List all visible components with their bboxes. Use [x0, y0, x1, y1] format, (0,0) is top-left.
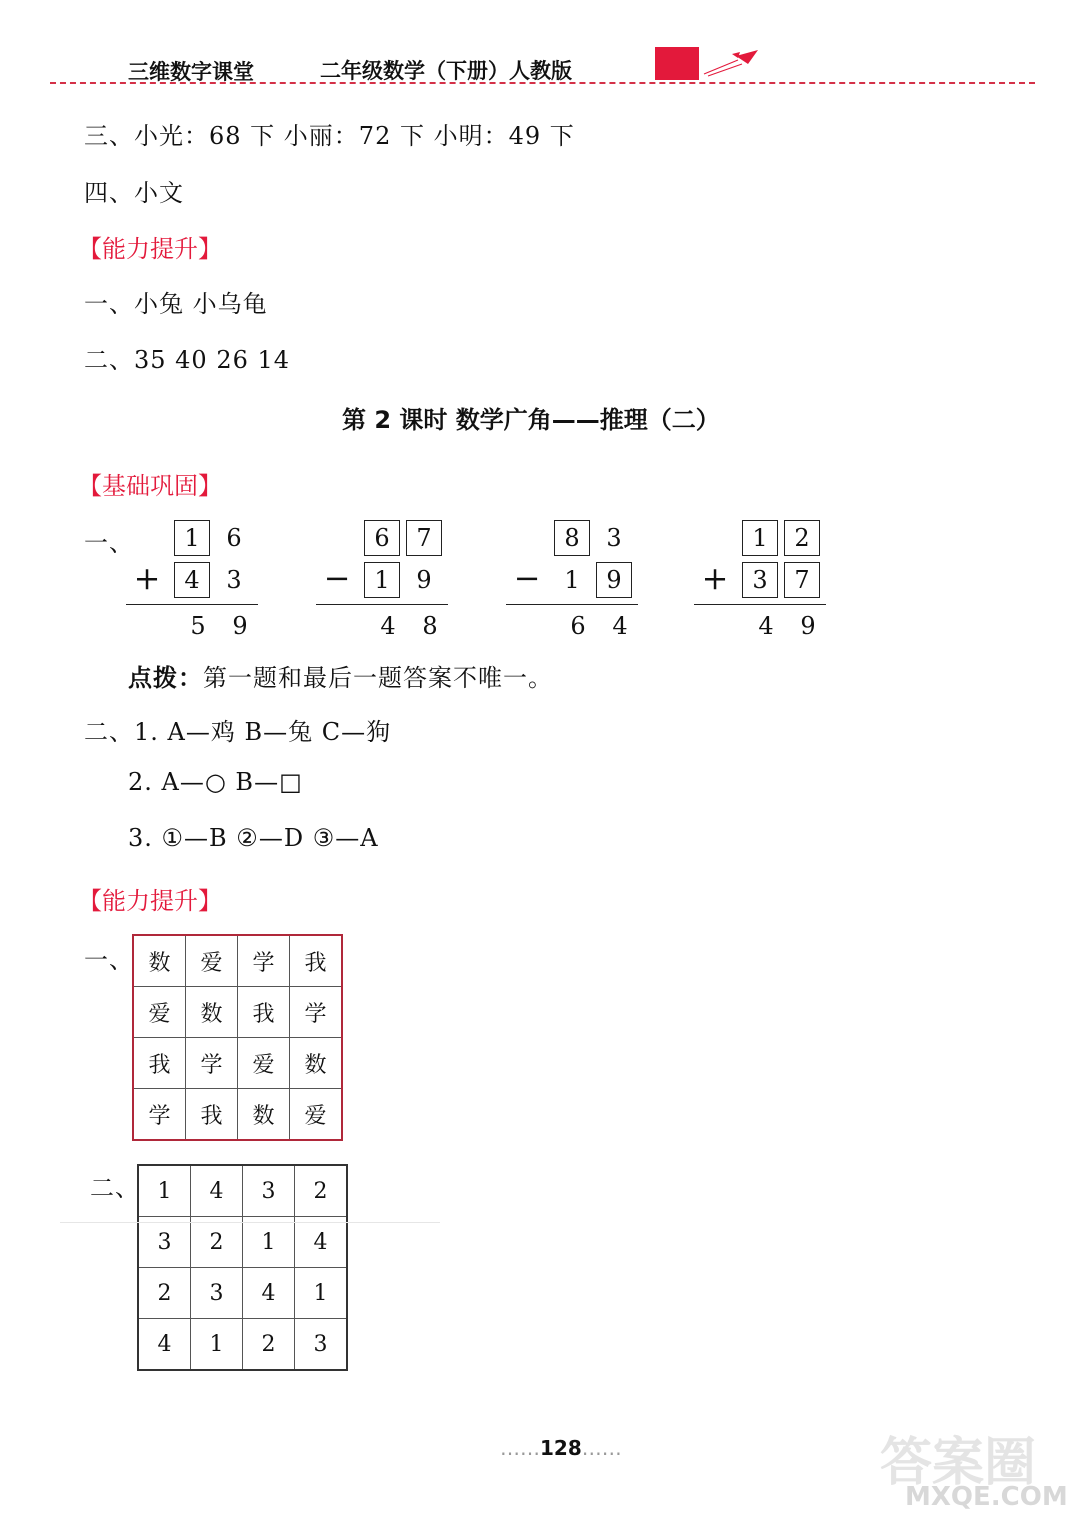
page-number: ……128…… [500, 1436, 622, 1460]
addend-bottom-digit: 7 [784, 562, 820, 598]
grid-cell: 4 [138, 1319, 191, 1371]
grid-cell: 1 [243, 1217, 295, 1268]
grid-row [138, 1268, 347, 1319]
grid-cell: 2 [191, 1217, 243, 1268]
section-heading-ability: 【能力提升】 [78, 235, 222, 263]
scan-line [60, 1222, 440, 1223]
question-label-1: 一、 [84, 529, 134, 557]
minus-sign: − [323, 559, 351, 597]
section-heading-basic: 【基础巩固】 [78, 472, 222, 500]
question-2-line-1: 二、1. A—鸡 B—兔 C—狗 [84, 718, 392, 746]
grid-cell: 我 [238, 987, 290, 1038]
watermark-logo: MXQE.COM [905, 1482, 1068, 1512]
grid-cell: 我 [290, 935, 343, 987]
addend-top-digit: 6 [226, 524, 242, 552]
addend-top-digit: 3 [606, 524, 622, 552]
plus-sign: + [701, 559, 729, 597]
grid-row [133, 1038, 342, 1089]
grid-cell: 数 [186, 987, 238, 1038]
watermark-logo-mark: 答案圈 [880, 1433, 1037, 1493]
tip-text: 第一题和最后一题答案不唯一。 [203, 664, 553, 692]
grid-cell: 4 [295, 1217, 348, 1268]
addend-top-digit: 1 [174, 520, 210, 556]
grid-cell: 学 [238, 935, 290, 987]
result-digit: 4 [758, 612, 774, 640]
page-number-value: 128 [540, 1436, 582, 1460]
addend-top-digit: 7 [406, 520, 442, 556]
grid-cell: 3 [138, 1217, 191, 1268]
section-heading-ability-2: 【能力提升】 [78, 887, 222, 915]
grid-cell: 3 [243, 1165, 295, 1217]
grid-cell: 1 [138, 1165, 191, 1217]
grid-cell: 我 [133, 1038, 186, 1089]
sum-line [126, 604, 258, 605]
addend-top-digit: 8 [554, 520, 590, 556]
number-grid [137, 1164, 348, 1371]
grid-cell: 数 [238, 1089, 290, 1141]
grid-cell: 学 [290, 987, 343, 1038]
header-book-title: 二年级数学（下册）人教版 [320, 59, 572, 83]
result-digit: 5 [190, 612, 206, 640]
addend-bottom-digit: 1 [564, 566, 580, 594]
sum-line [316, 604, 448, 605]
grid-cell: 3 [191, 1268, 243, 1319]
grid-cell: 3 [295, 1319, 348, 1371]
grid-cell: 爱 [238, 1038, 290, 1089]
grid-cell: 学 [133, 1089, 186, 1141]
plus-sign: + [133, 559, 161, 597]
grid-label-1: 一、 [84, 946, 134, 974]
grid-cell: 数 [290, 1038, 343, 1089]
grid-row [133, 935, 342, 987]
grid-cell: 2 [295, 1165, 348, 1217]
addend-top-digit: 6 [364, 520, 400, 556]
grid-label-2: 二、 [90, 1174, 140, 1202]
grid-cell: 4 [243, 1268, 295, 1319]
addend-bottom-digit: 3 [742, 562, 778, 598]
rocket-icon [698, 46, 762, 78]
ability-answer-1: 一、小兔 小乌龟 [84, 290, 268, 318]
addend-top-digit: 1 [742, 520, 778, 556]
grid-cell: 4 [191, 1165, 243, 1217]
grid-cell: 学 [186, 1038, 238, 1089]
result-digit: 4 [612, 612, 628, 640]
grid-row [133, 987, 342, 1038]
grid-row [138, 1165, 347, 1217]
grid-cell: 数 [133, 935, 186, 987]
answer-line-4: 四、小文 [84, 179, 184, 207]
addend-bottom-digit: 3 [226, 566, 242, 594]
grid-cell: 爱 [133, 987, 186, 1038]
result-digit: 9 [800, 612, 816, 640]
grid-row [133, 1089, 342, 1141]
header-red-block [655, 47, 699, 80]
addend-top-digit: 2 [784, 520, 820, 556]
answer-line-3: 三、小光：68 下 小丽：72 下 小明：49 下 [84, 122, 575, 150]
grid-cell: 2 [243, 1319, 295, 1371]
result-digit: 6 [570, 612, 586, 640]
question-2-line-3: 3. ①—B ②—D ③—A [128, 824, 379, 852]
ability-answer-2: 二、35 40 26 14 [84, 346, 291, 374]
grid-cell: 1 [295, 1268, 348, 1319]
sum-line [694, 604, 826, 605]
addend-bottom-digit: 4 [174, 562, 210, 598]
tip-label: 点拨： [128, 664, 203, 692]
grid-row [138, 1217, 347, 1268]
grid-cell: 我 [186, 1089, 238, 1141]
lesson-title: 第 2 课时 数学广角——推理（二） [342, 406, 720, 434]
addend-bottom-digit: 9 [416, 566, 432, 594]
header-dashed-divider [50, 82, 1035, 84]
addend-bottom-digit: 9 [596, 562, 632, 598]
result-digit: 4 [380, 612, 396, 640]
grid-row [138, 1319, 347, 1371]
minus-sign: − [513, 559, 541, 597]
grid-cell: 2 [138, 1268, 191, 1319]
sum-line [506, 604, 638, 605]
grid-cell: 1 [191, 1319, 243, 1371]
addend-bottom-digit: 1 [364, 562, 400, 598]
tip [128, 658, 553, 693]
grid-cell: 爱 [290, 1089, 343, 1141]
header-series: 三维数字课堂 [128, 60, 254, 84]
result-digit: 9 [232, 612, 248, 640]
question-2-line-2: 2. A—○ B—□ [128, 768, 303, 796]
result-digit: 8 [422, 612, 438, 640]
grid-cell: 爱 [186, 935, 238, 987]
character-grid [132, 934, 343, 1141]
